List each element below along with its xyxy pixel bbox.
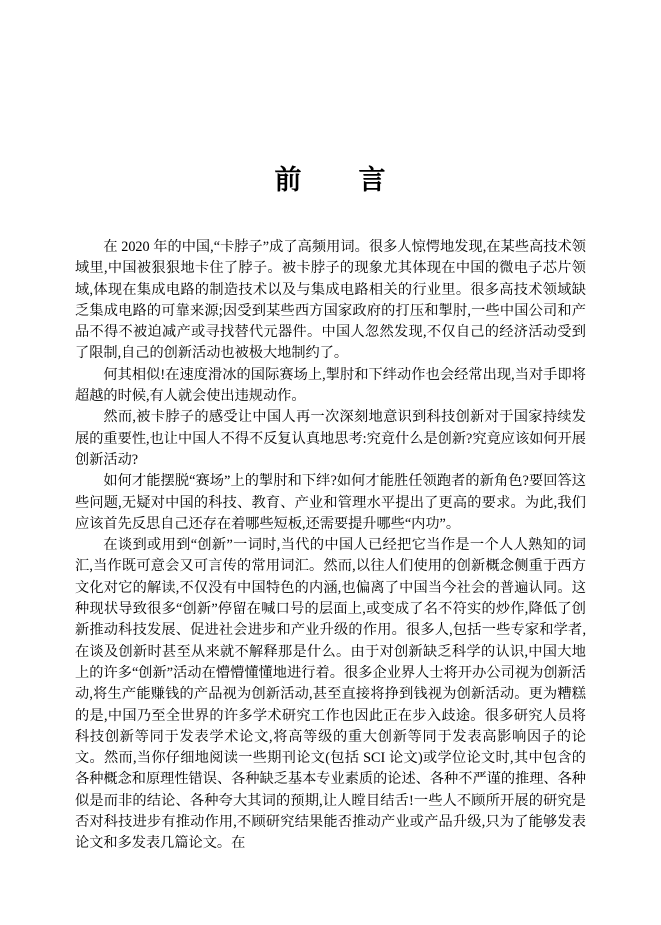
paragraph-1: 在 2020 年的中国,“卡脖子”成了高频用词。很多人惊愕地发现,在某些高技术领域里,中国被狠狠地卡住了脖子。被卡脖子的现象尤其体现在中国的微电子芯片领域,体现在集成电路的制造技术以及与集成电路相关的行业里。很多高技术领域缺乏集成电路的可靠来源;因受到某些西方国家政府的打压和掣肘,一些中国公司和产品不得不被迫减产或寻找替代元器件。中国人忽然发现,不仅自己的经济活动受到了限制,自己的创新活动也被极大地制约了。 [75, 239, 586, 362]
paragraph-3: 然而,被卡脖子的感受让中国人再一次深刻地意识到科技创新对于国家持续发展的重要性,也让中国人不得不反复认真地思考:究竟什么是创新?究竟应该如何开展创新活动? [75, 409, 586, 468]
page-title: 前 言 [274, 165, 387, 195]
paragraph-4: 如何才能摆脱“赛场”上的掣肘和下绊?如何才能胜任领跑者的新角色?要回答这些问题,无疑对中国的科技、教育、产业和管理水平提出了更高的要求。为此,我们应该首先反思自己还存在着哪些短板,还需要提升哪些“内功”。 [75, 473, 586, 532]
preface-body [75, 237, 586, 855]
paragraph-2: 何其相似!在速度滑冰的国际赛场上,掣肘和下绊动作也会经常出现,当对手即将超越的时候,有人就会使出违规动作。 [75, 366, 586, 405]
paragraph-5: 在谈到或用到“创新”一词时,当代的中国人已经把它当作是一个人人熟知的词汇,当作既可意会又可言传的常用词汇。然而,以往人们使用的创新概念侧重于西方文化对它的解读,不仅没有中国特色的内涵,也偏离了中国当今社会的普遍认同。这种现状导致很多“创新”停留在喊口号的层面上,或变成了名不符实的炒作,降低了创新推动科技发展、促进社会进步和产业升级的作用。很多人,包括一些专家和学者,在谈及创新时甚至从来就不解释那是什么。由于对创新缺乏科学的认识,中国大地上的许多“创新”活动在懵懵懂懂地进行着。很多企业界人士将开办公司视为创新活动,将生产能赚钱的产品视为创新活动,甚至直接将挣到钱视为创新活动。更为糟糕的是,中国乃至全世界的许多学术研究工作也因此正在步入歧途。很多研究人员将科技创新等同于发表学术论文,将高等级的重大创新等同于发表高影响因子的论文。然而,当你仔细地阅读一些期刊论文(包括 SCI 论文)或学位论文时,其中包含的各种概念和原理性错误、各种缺乏基本专业素质的论述、各种不严谨的推理、各种似是而非的结论、各种夸大其词的预期,让人瞠目结舌!一些人不顾所开展的研究是否对科技进步有推动作用,不顾研究结果能否推动产业或产品升级,只为了能够发表论文和多发表几篇论文。在 [75, 537, 586, 852]
